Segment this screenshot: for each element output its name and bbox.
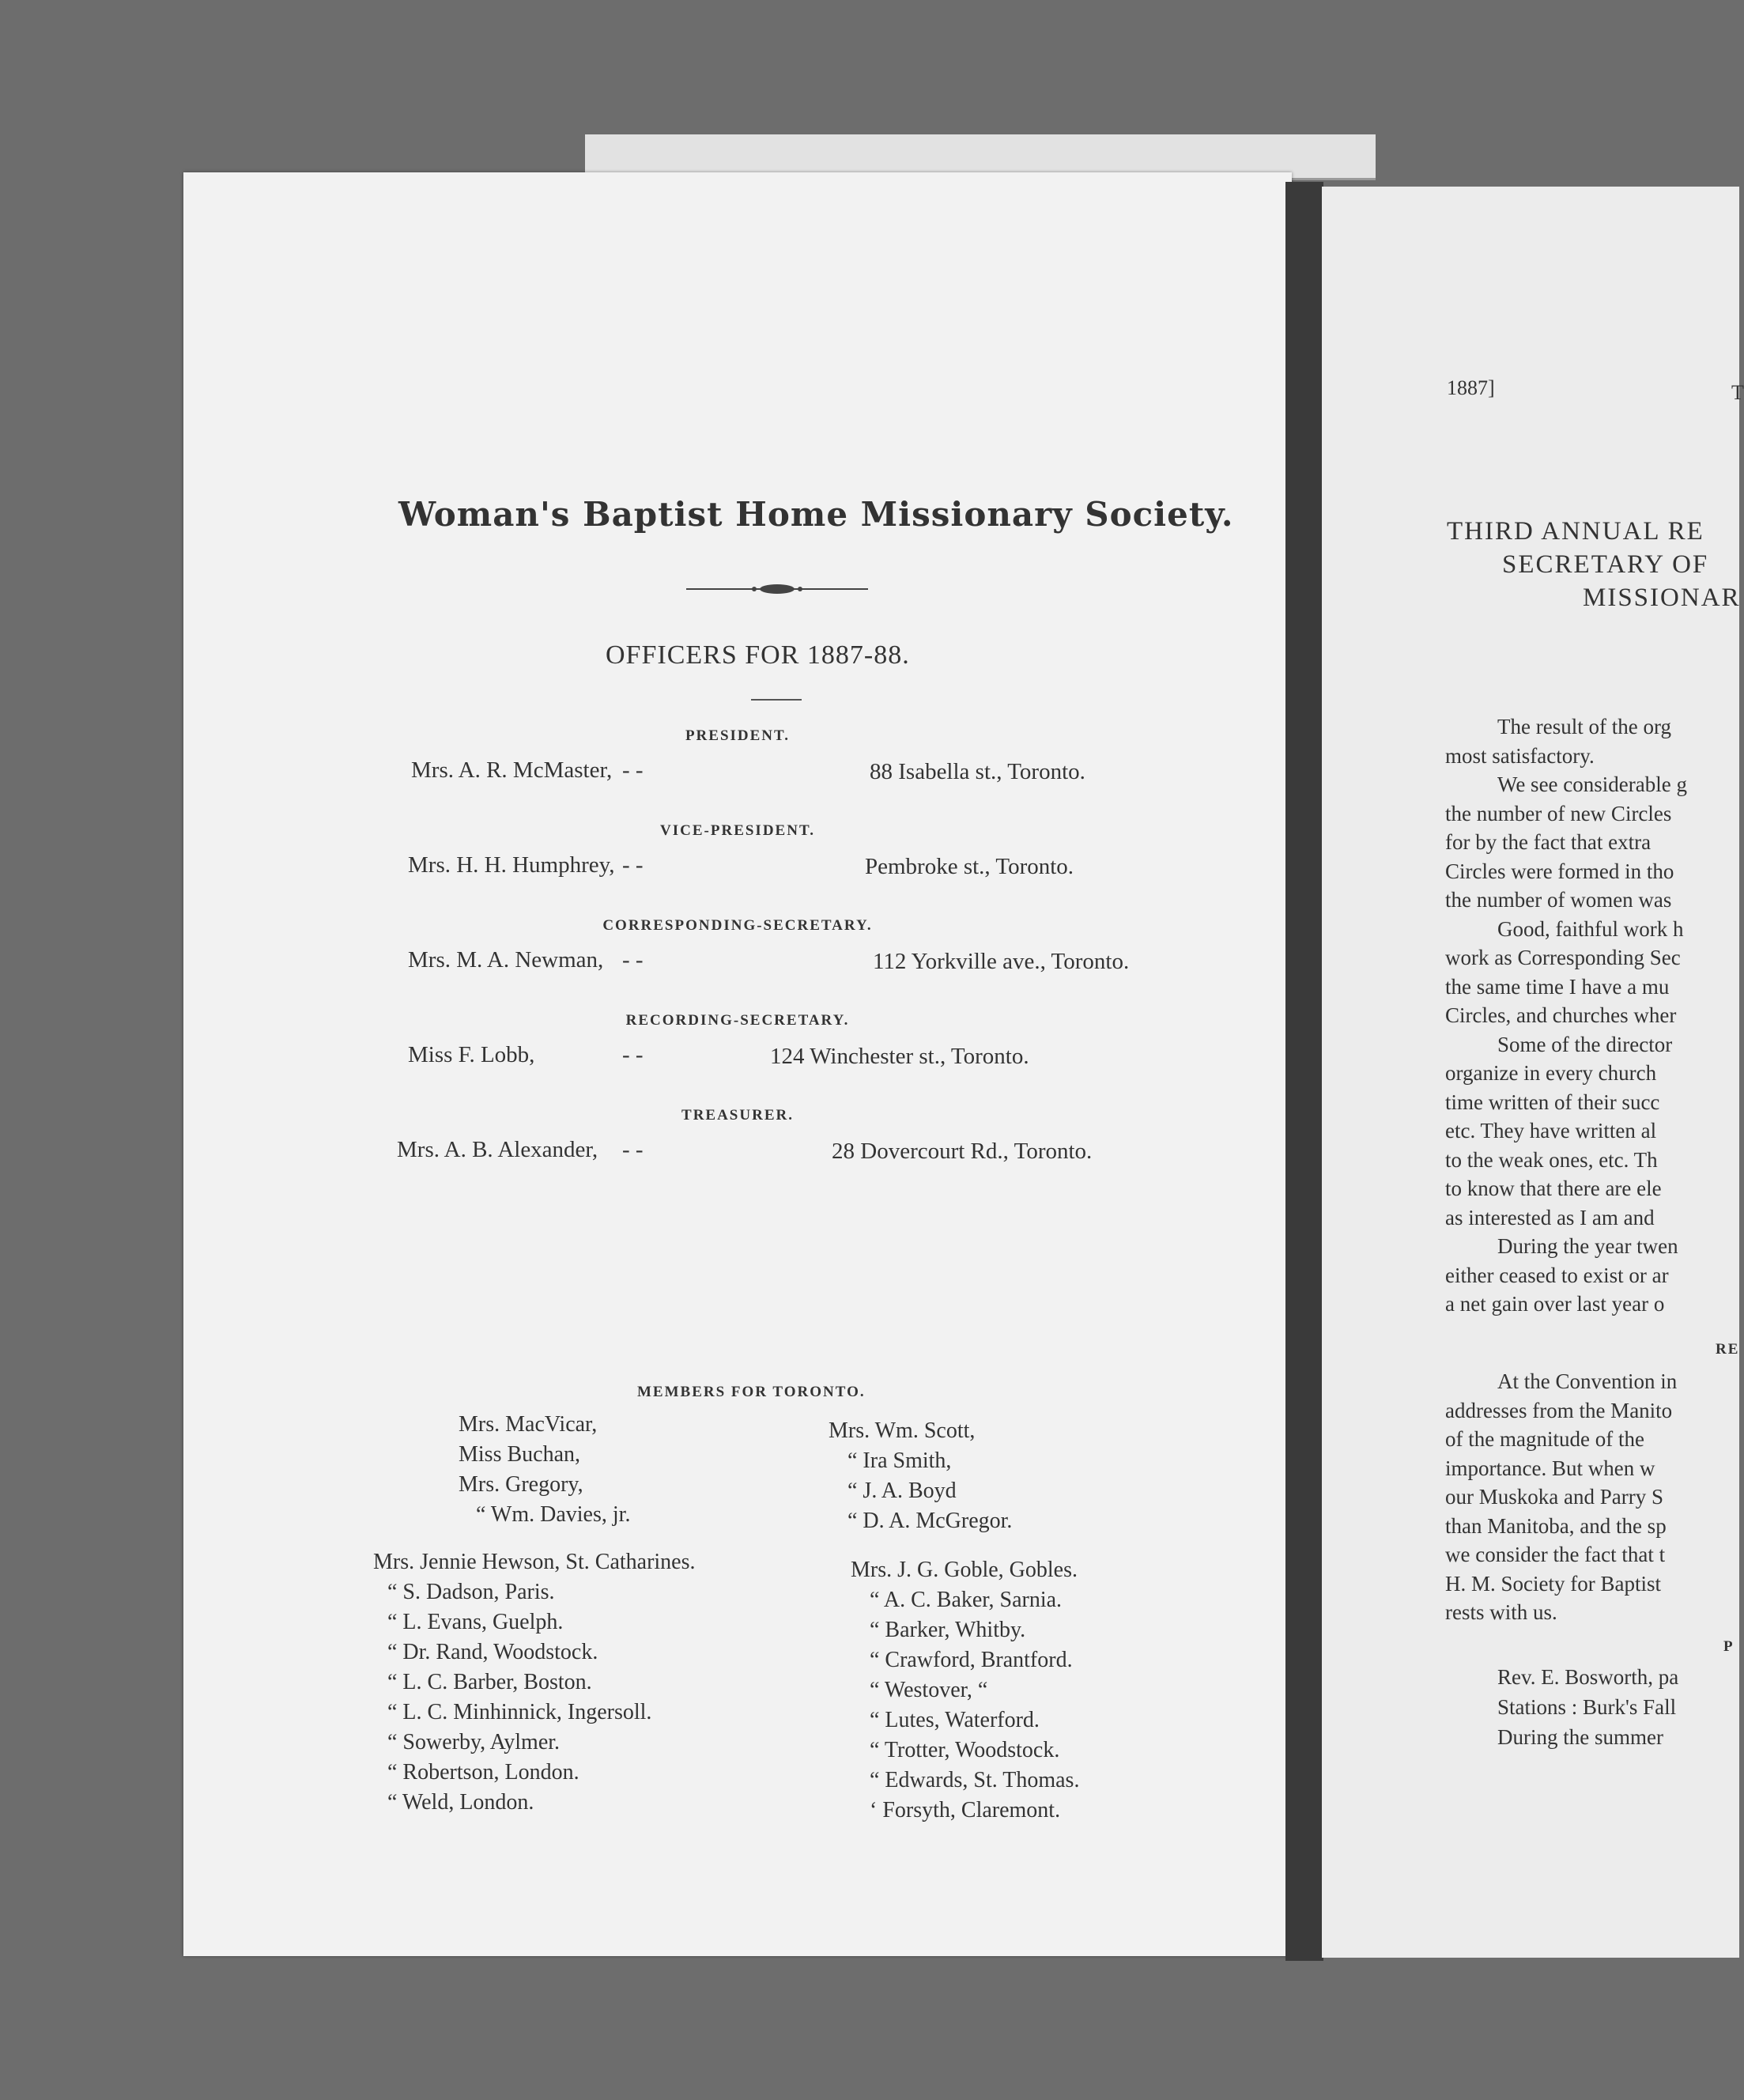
ornament-divider xyxy=(686,582,868,596)
officer-separator: - - xyxy=(622,947,644,973)
short-rule xyxy=(751,699,802,701)
body-line: During the year twen xyxy=(1497,1234,1678,1258)
officer-address: 112 Yorkville ave., Toronto. xyxy=(873,949,1130,974)
officer-name: Mrs. M. A. Newman, xyxy=(408,947,604,973)
body-line: importance. But when w xyxy=(1445,1456,1655,1480)
page-number: 1887] xyxy=(1447,376,1495,399)
officer-separator: - - xyxy=(622,757,644,783)
body-line: rests with us. xyxy=(1445,1600,1557,1624)
member-name: “ Edwards, St. Thomas. xyxy=(870,1768,1080,1792)
member-name: “ Barker, Whitby. xyxy=(870,1618,1026,1642)
right-page xyxy=(1322,187,1744,1958)
body-line: a net gain over last year o xyxy=(1445,1292,1665,1316)
body-line: the number of new Circles xyxy=(1445,801,1672,825)
member-name: ‘ Forsyth, Claremont. xyxy=(870,1798,1061,1822)
officer-separator: - - xyxy=(622,1137,644,1162)
body-line: time written of their succ xyxy=(1445,1090,1660,1114)
officer-name: Mrs. H. H. Humphrey, xyxy=(408,852,615,878)
member-name: “ L. C. Barber, Boston. xyxy=(387,1670,592,1694)
members-heading: MEMBERS FOR TORONTO. xyxy=(637,1384,866,1400)
member-name: Mrs. Gregory, xyxy=(459,1472,583,1497)
section-heading: RE xyxy=(1716,1341,1740,1358)
body-line: During the summer xyxy=(1497,1725,1663,1749)
member-name: “ A. C. Baker, Sarnia. xyxy=(870,1588,1063,1612)
body-line: our Muskoka and Parry S xyxy=(1445,1485,1663,1509)
officer-role: PRESIDENT. xyxy=(685,727,791,744)
member-name: “ D. A. McGregor. xyxy=(847,1509,1013,1533)
body-line: We see considerable g xyxy=(1497,772,1687,796)
officer-name: Mrs. A. R. McMaster, xyxy=(411,757,613,783)
body-line: the number of women was xyxy=(1445,888,1672,912)
member-name: Mrs. J. G. Goble, Gobles. xyxy=(851,1558,1078,1582)
body-line: for by the fact that extra xyxy=(1445,830,1652,854)
officer-address: 124 Winchester st., Toronto. xyxy=(770,1044,1029,1069)
member-name: Mrs. Jennie Hewson, St. Catharines. xyxy=(373,1550,696,1574)
body-line: The result of the org xyxy=(1497,715,1671,738)
body-line: to know that there are ele xyxy=(1445,1177,1662,1200)
body-line: Good, faithful work h xyxy=(1497,916,1684,941)
officer-role: VICE-PRESIDENT. xyxy=(660,822,815,839)
officer-name: Miss F. Lobb, xyxy=(408,1042,535,1067)
member-name: “ L. C. Minhinnick, Ingersoll. xyxy=(387,1700,652,1724)
member-name: “ Crawford, Brantford. xyxy=(870,1648,1073,1672)
officer-role: RECORDING-SECRETARY. xyxy=(625,1012,850,1029)
left-page xyxy=(183,172,1292,1956)
body-line: we consider the fact that t xyxy=(1445,1543,1666,1566)
body-line: Circles, and churches wher xyxy=(1445,1003,1677,1027)
member-name: Miss Buchan, xyxy=(459,1442,580,1467)
officer-role: TREASURER. xyxy=(681,1107,794,1124)
book-gutter xyxy=(1285,182,1323,1961)
member-name: “ L. Evans, Guelph. xyxy=(387,1610,564,1634)
officer-role: CORRESPONDING-SECRETARY. xyxy=(602,917,873,934)
body-line: addresses from the Manito xyxy=(1445,1398,1673,1422)
member-name: Mrs. MacVicar, xyxy=(459,1412,598,1437)
body-line: either ceased to exist or ar xyxy=(1445,1263,1669,1287)
member-name: “ Lutes, Waterford. xyxy=(870,1708,1040,1732)
body-line: H. M. Society for Baptist xyxy=(1445,1571,1661,1596)
member-name: “ Trotter, Woodstock. xyxy=(870,1738,1060,1762)
officer-separator: - - xyxy=(622,852,644,878)
body-line: Rev. E. Bosworth, pa xyxy=(1497,1665,1679,1689)
body-line: the same time I have a mu xyxy=(1445,974,1670,999)
officer-address: 28 Dovercourt Rd., Toronto. xyxy=(832,1139,1093,1164)
heading-line: THIRD ANNUAL RE xyxy=(1447,517,1704,546)
member-name: “ Weld, London. xyxy=(387,1790,534,1815)
officer-address: 88 Isabella st., Toronto. xyxy=(870,759,1085,784)
member-name: “ J. A. Boyd xyxy=(847,1479,957,1503)
body-line: Some of the director xyxy=(1497,1032,1673,1056)
body-line: Circles were formed in tho xyxy=(1445,859,1674,883)
member-name: “ Ira Smith, xyxy=(847,1448,952,1473)
body-line: to the weak ones, etc. Th xyxy=(1445,1147,1658,1172)
section-heading: P xyxy=(1723,1638,1735,1655)
officer-address: Pembroke st., Toronto. xyxy=(865,854,1074,879)
body-line: Stations : Burk's Fall xyxy=(1497,1695,1677,1719)
member-name: “ Wm. Davies, jr. xyxy=(476,1502,631,1527)
member-name: “ S. Dadson, Paris. xyxy=(387,1580,555,1604)
member-name: “ Sowerby, Aylmer. xyxy=(387,1730,561,1754)
heading-line: MISSIONAR xyxy=(1583,584,1741,612)
body-line: organize in every church xyxy=(1445,1061,1657,1085)
body-line: than Manitoba, and the sp xyxy=(1445,1513,1667,1538)
member-name: “ Dr. Rand, Woodstock. xyxy=(387,1640,598,1664)
body-line: as interested as I am and xyxy=(1445,1205,1655,1229)
member-name: “ Westover, “ xyxy=(870,1678,988,1702)
body-line: of the magnitude of the xyxy=(1445,1427,1644,1451)
member-name: Mrs. Wm. Scott, xyxy=(829,1418,976,1443)
officers-heading: OFFICERS FOR 1887-88. xyxy=(606,640,910,670)
society-title: Woman's Baptist Home Missionary Society. xyxy=(398,495,1234,534)
officer-separator: - - xyxy=(622,1042,644,1067)
officer-name: Mrs. A. B. Alexander, xyxy=(397,1137,598,1162)
heading-line: SECRETARY OF xyxy=(1502,550,1709,579)
body-line: most satisfactory. xyxy=(1445,743,1595,768)
running-head: T xyxy=(1731,381,1744,404)
member-name: “ Robertson, London. xyxy=(387,1760,579,1785)
body-line: etc. They have written al xyxy=(1445,1119,1657,1143)
body-line: At the Convention in xyxy=(1497,1369,1678,1393)
body-line: work as Corresponding Sec xyxy=(1445,946,1681,969)
